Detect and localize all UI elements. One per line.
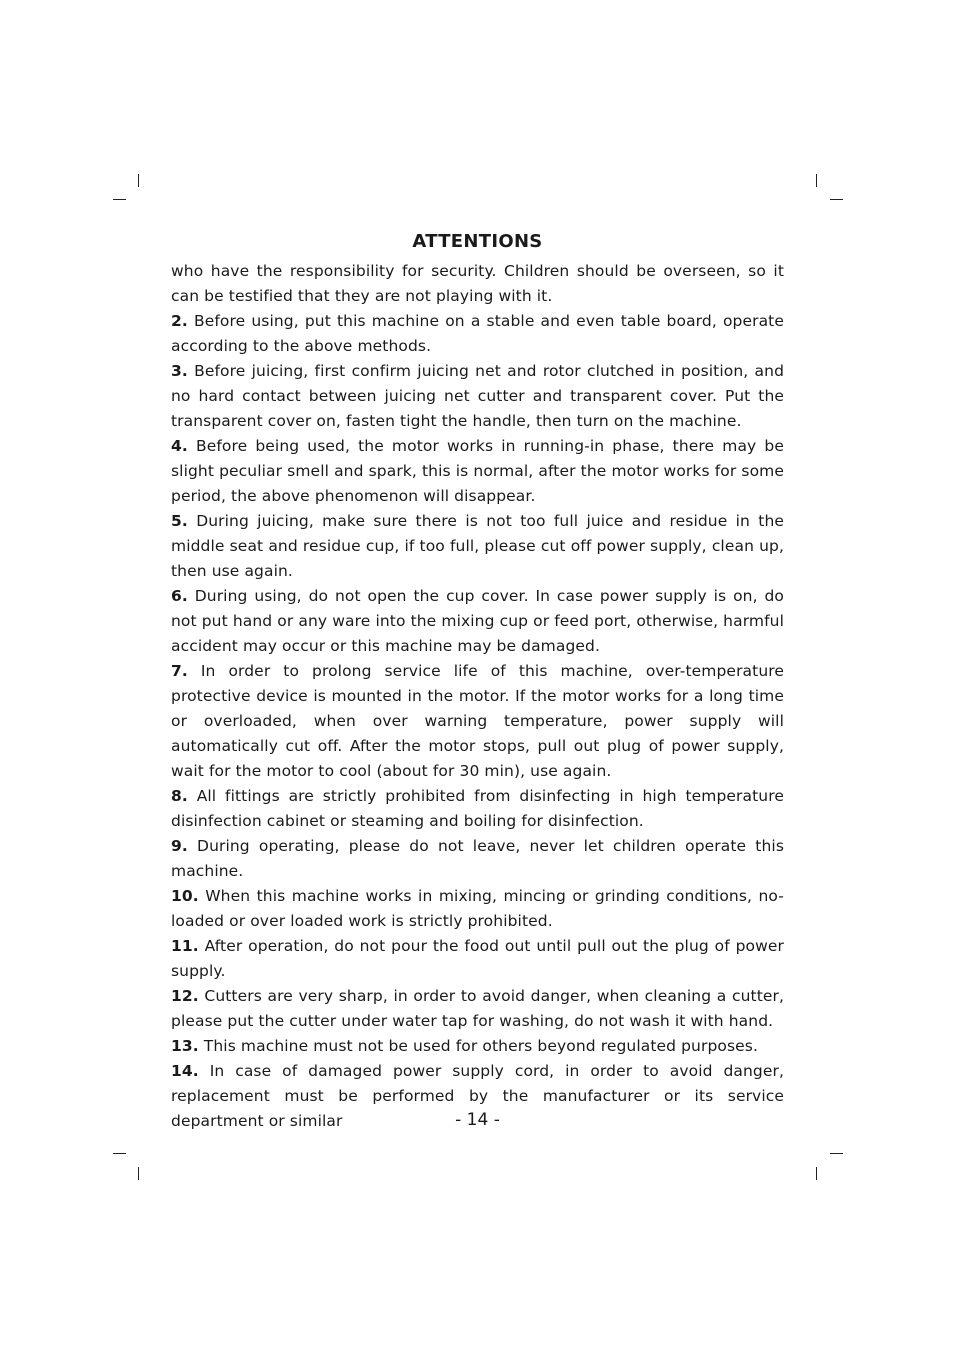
page-number: - 14 - [455, 1110, 500, 1130]
item-number: 10. [171, 887, 199, 905]
item-text: When this machine works in mixing, mincing or grinding conditions, no-loaded or over loaded work is strictly prohibited. [171, 887, 784, 930]
item-text: Before using, put this machine on a stable and even table board, operate according to the above methods. [171, 312, 784, 355]
item-number: 8. [171, 787, 188, 805]
crop-mark-top-right-vertical [816, 174, 817, 187]
crop-mark-bottom-right-vertical [816, 1167, 817, 1180]
crop-mark-bottom-left-horizontal [113, 1153, 126, 1154]
crop-mark-top-left-vertical [138, 174, 139, 187]
item-number: 9. [171, 837, 188, 855]
item-text: After operation, do not pour the food out until pull out the plug of power supply. [171, 937, 785, 980]
item-text: During operating, please do not leave, never let children operate this machine. [171, 837, 784, 880]
crop-mark-top-right-horizontal [830, 199, 843, 200]
item-text: During juicing, make sure there is not too full juice and residue in the middle seat and residue cup, if too full, please cut off power supply, clean up, then use again. [171, 512, 785, 580]
item-number: 14. [171, 1062, 199, 1080]
item-number: 4. [171, 437, 188, 455]
list-item [171, 584, 784, 659]
list-item [171, 984, 784, 1034]
item-number: 5. [171, 512, 188, 530]
list-item [171, 784, 784, 834]
list-item [171, 1034, 784, 1059]
item-number: 12. [171, 987, 199, 1005]
list-item [171, 309, 784, 359]
item-text: In case of damaged power supply cord, in order to avoid danger, replacement must be performed by the manufacturer or its service department or similar [171, 1062, 785, 1130]
list-item [171, 884, 784, 934]
intro-paragraph: who have the responsibility for security. Children should be overseen, so it can be testified that they are not playing with it. [171, 262, 784, 305]
crop-mark-bottom-left-vertical [138, 1167, 139, 1180]
crop-mark-top-left-horizontal [113, 199, 126, 200]
attentions-content [171, 259, 784, 1134]
list-item [171, 509, 784, 584]
item-text: Cutters are very sharp, in order to avoid danger, when cleaning a cutter, please put the cutter under water tap for washing, do not wash it with hand. [171, 987, 785, 1030]
item-text: Before juicing, first confirm juicing net and rotor clutched in position, and no hard contact between juicing net cutter and transparent cover. Put the transparent cover on, fasten tight the handle, then turn on the machine. [171, 362, 785, 430]
item-text: Before being used, the motor works in running-in phase, there may be slight peculiar smell and spark, this is normal, after the motor works for some period, the above phenomenon will disappear. [171, 437, 785, 505]
item-number: 3. [171, 362, 188, 380]
item-text: All fittings are strictly prohibited from disinfecting in high temperature disinfection cabinet or steaming and boiling for disinfection. [171, 787, 784, 830]
item-text: This machine must not be used for others beyond regulated purposes. [203, 1037, 758, 1055]
item-text: During using, do not open the cup cover. In case power supply is on, do not put hand or any ware into the mixing cup or feed port, otherwise, harmful accident may occur or this machine may be damaged. [171, 587, 784, 655]
item-number: 6. [171, 587, 188, 605]
item-number: 2. [171, 312, 188, 330]
item-number: 11. [171, 937, 199, 955]
item-text: In order to prolong service life of this machine, over-temperature protective device is mounted in the motor. If the motor works for a long time or overloaded, when over warning temperature, power supply will automatically cut off. After the motor stops, pull out plug of power supply, wait for the motor to cool (about for 30 min), use again. [171, 662, 785, 780]
crop-mark-bottom-right-horizontal [830, 1153, 843, 1154]
list-item [171, 434, 784, 509]
item-number: 13. [171, 1037, 199, 1055]
page-heading: ATTENTIONS [412, 231, 543, 252]
item-number: 7. [171, 662, 188, 680]
list-item [171, 359, 784, 434]
list-item [171, 659, 784, 784]
list-item [171, 934, 784, 984]
list-item [171, 834, 784, 884]
